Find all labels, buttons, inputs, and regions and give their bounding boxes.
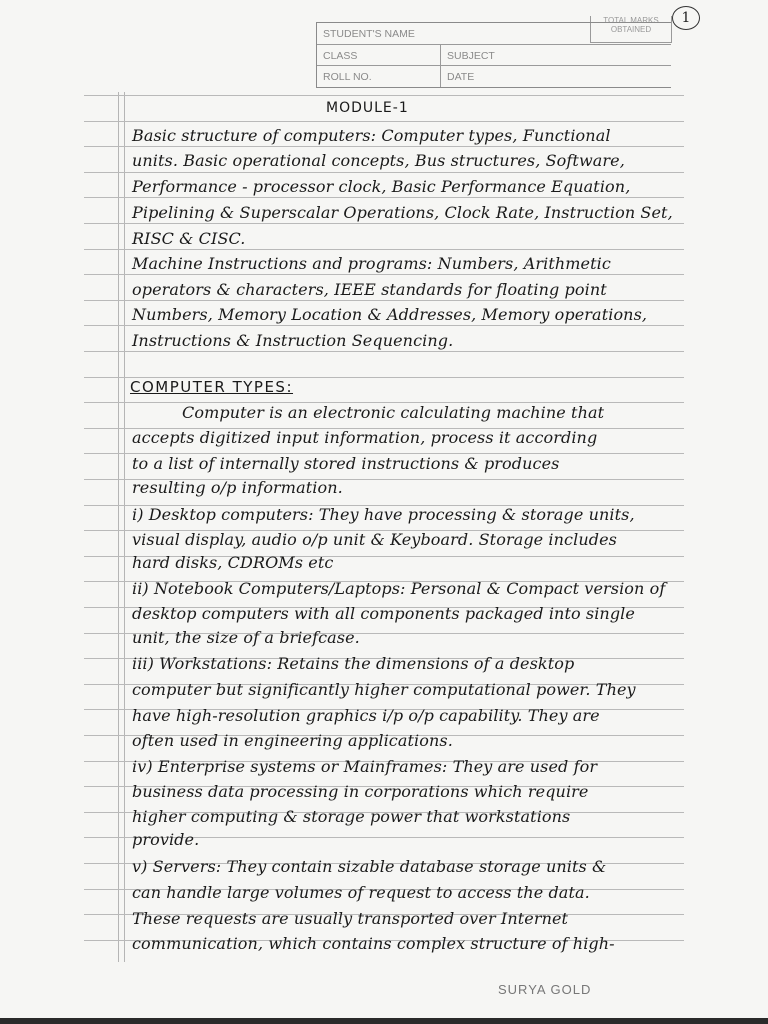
ruled-line	[84, 146, 684, 147]
body-line: v) Servers: They contain sizable database storage units &	[132, 857, 607, 876]
syllabus-line: Machine Instructions and programs: Numbers, Arithmetic	[132, 254, 611, 273]
body-line: have high-resolution graphics i/p o/p capability. They are	[132, 706, 600, 725]
body-line: Computer is an electronic calculating machine that	[182, 403, 605, 422]
notebook-brand: SURYA GOLD	[498, 982, 592, 997]
ruled-line	[84, 223, 684, 224]
body-line: unit, the size of a briefcase.	[132, 628, 360, 647]
body-line: iii) Workstations: Retains the dimensions of a desktop	[132, 654, 575, 673]
page-bottom-edge	[0, 1018, 768, 1024]
body-line: iv) Enterprise systems or Mainframes: They are used for	[132, 757, 598, 776]
roll-row	[317, 66, 671, 86]
syllabus-line: Performance - processor clock, Basic Performance Equation,	[132, 177, 631, 196]
date-label: DATE	[447, 71, 475, 83]
syllabus-line: Instructions & Instruction Sequencing.	[132, 331, 454, 350]
class-label: CLASS	[323, 50, 358, 62]
class-row	[317, 45, 671, 66]
name-row	[317, 23, 671, 45]
syllabus-line: operators & characters, IEEE standards for floating point	[132, 280, 607, 299]
ruled-line	[84, 197, 684, 198]
body-line: communication, which contains complex structure of high-	[132, 934, 615, 953]
body-line: computer but significantly higher computational power. They	[132, 680, 636, 699]
ruled-line	[84, 351, 684, 352]
body-line: ii) Notebook Computers/Laptops: Personal & Compact version of	[132, 579, 666, 598]
module-title: MODULE-1	[326, 100, 409, 116]
roll-no-label: ROLL NO.	[323, 71, 372, 83]
total-marks-label: TOTAL MARKS OBTAINED	[603, 16, 659, 34]
ruled-line	[84, 172, 684, 173]
syllabus-line: Basic structure of computers: Computer types, Functional	[132, 126, 611, 145]
body-line: can handle large volumes of request to access the data.	[132, 883, 590, 902]
body-line: visual display, audio o/p unit & Keyboard. Storage includes	[132, 530, 617, 549]
body-line: i) Desktop computers: They have processing & storage units,	[132, 505, 635, 524]
page-number: 1	[672, 6, 700, 30]
body-line: These requests are usually transported over Internet	[132, 909, 569, 928]
subject-label: SUBJECT	[447, 50, 495, 62]
ruled-line	[84, 249, 684, 250]
ruled-line	[84, 121, 684, 122]
syllabus-line: units. Basic operational concepts, Bus structures, Software,	[132, 151, 625, 170]
body-line: often used in engineering applications.	[132, 731, 453, 750]
body-line: accepts digitized input information, process it according	[132, 428, 598, 447]
syllabus-line: Pipelining & Superscalar Operations, Clock Rate, Instruction Set,	[132, 203, 673, 222]
body-line: hard disks, CDROMs etc	[132, 553, 334, 572]
body-line: business data processing in corporations which require	[132, 782, 589, 801]
ruled-line	[84, 95, 684, 96]
ruled-line	[84, 300, 684, 301]
body-line: resulting o/p information.	[132, 478, 343, 497]
body-line: provide.	[132, 830, 200, 849]
ruled-line	[84, 274, 684, 275]
table-divider	[440, 45, 441, 87]
body-line: higher computing & storage power that workstations	[132, 807, 571, 826]
student-name-label: STUDENT'S NAME	[323, 28, 415, 40]
body-line: to a list of internally stored instructions & produces	[132, 454, 560, 473]
body-line: desktop computers with all components packaged into single	[132, 604, 635, 623]
student-info-table	[316, 22, 671, 88]
section-heading: COMPUTER TYPES:	[130, 378, 294, 396]
syllabus-line: RISC & CISC.	[132, 229, 246, 248]
syllabus-line: Numbers, Memory Location & Addresses, Memory operations,	[132, 305, 648, 324]
ruled-line	[84, 325, 684, 326]
